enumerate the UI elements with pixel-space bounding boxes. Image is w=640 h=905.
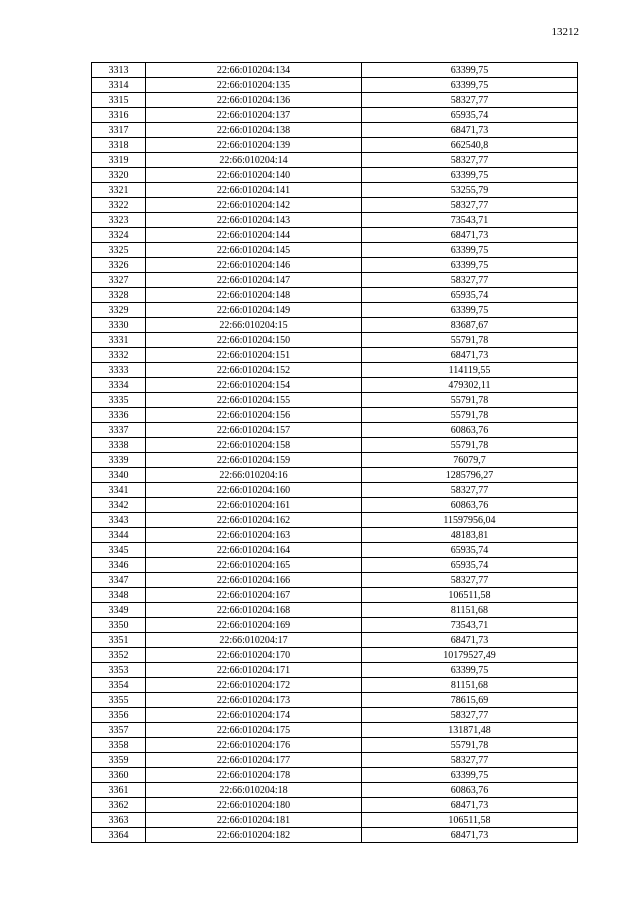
table-row	[92, 393, 578, 408]
table-row	[92, 153, 578, 168]
cadastral-number-cell: 22:66:010204:168	[146, 603, 362, 618]
value-cell: 55791,78	[362, 333, 578, 348]
cadastral-number-cell: 22:66:010204:159	[146, 453, 362, 468]
row-number-cell: 3361	[92, 783, 146, 798]
cadastral-number-cell: 22:66:010204:160	[146, 483, 362, 498]
cadastral-number-cell: 22:66:010204:171	[146, 663, 362, 678]
table-row	[92, 723, 578, 738]
cadastral-number-cell: 22:66:010204:148	[146, 288, 362, 303]
row-number-cell: 3364	[92, 828, 146, 843]
table-row	[92, 348, 578, 363]
cadastral-number-cell: 22:66:010204:17	[146, 633, 362, 648]
value-cell: 63399,75	[362, 768, 578, 783]
value-cell: 55791,78	[362, 393, 578, 408]
table-row	[92, 708, 578, 723]
table-row	[92, 378, 578, 393]
cadastral-number-cell: 22:66:010204:169	[146, 618, 362, 633]
row-number-cell: 3316	[92, 108, 146, 123]
table-row	[92, 468, 578, 483]
value-cell: 58327,77	[362, 198, 578, 213]
page-number: 13212	[551, 26, 579, 38]
table-row	[92, 138, 578, 153]
table-row	[92, 663, 578, 678]
cadastral-number-cell: 22:66:010204:141	[146, 183, 362, 198]
table-row	[92, 753, 578, 768]
cadastral-number-cell: 22:66:010204:151	[146, 348, 362, 363]
value-cell: 83687,67	[362, 318, 578, 333]
cadastral-number-cell: 22:66:010204:144	[146, 228, 362, 243]
row-number-cell: 3344	[92, 528, 146, 543]
row-number-cell: 3359	[92, 753, 146, 768]
value-cell: 106511,58	[362, 588, 578, 603]
table-row	[92, 108, 578, 123]
value-cell: 1285796,27	[362, 468, 578, 483]
row-number-cell: 3337	[92, 423, 146, 438]
cadastral-number-cell: 22:66:010204:163	[146, 528, 362, 543]
table-row	[92, 198, 578, 213]
value-cell: 55791,78	[362, 408, 578, 423]
table-row	[92, 513, 578, 528]
value-cell: 55791,78	[362, 438, 578, 453]
table-row	[92, 423, 578, 438]
value-cell: 131871,48	[362, 723, 578, 738]
row-number-cell: 3336	[92, 408, 146, 423]
cadastral-number-cell: 22:66:010204:139	[146, 138, 362, 153]
cadastral-number-cell: 22:66:010204:150	[146, 333, 362, 348]
cadastral-number-cell: 22:66:010204:146	[146, 258, 362, 273]
value-cell: 81151,68	[362, 603, 578, 618]
table-row	[92, 828, 578, 843]
row-number-cell: 3324	[92, 228, 146, 243]
cadastral-number-cell: 22:66:010204:152	[146, 363, 362, 378]
cadastral-number-cell: 22:66:010204:177	[146, 753, 362, 768]
table-row	[92, 333, 578, 348]
row-number-cell: 3319	[92, 153, 146, 168]
value-cell: 63399,75	[362, 258, 578, 273]
value-cell: 60863,76	[362, 423, 578, 438]
cadastral-number-cell: 22:66:010204:161	[146, 498, 362, 513]
value-cell: 53255,79	[362, 183, 578, 198]
cadastral-number-cell: 22:66:010204:147	[146, 273, 362, 288]
cadastral-number-cell: 22:66:010204:182	[146, 828, 362, 843]
cadastral-number-cell: 22:66:010204:165	[146, 558, 362, 573]
row-number-cell: 3333	[92, 363, 146, 378]
cadastral-number-cell: 22:66:010204:174	[146, 708, 362, 723]
row-number-cell: 3318	[92, 138, 146, 153]
table-row	[92, 438, 578, 453]
row-number-cell: 3356	[92, 708, 146, 723]
table-row	[92, 738, 578, 753]
row-number-cell: 3345	[92, 543, 146, 558]
row-number-cell: 3346	[92, 558, 146, 573]
registry-table-body	[92, 63, 578, 843]
row-number-cell: 3339	[92, 453, 146, 468]
row-number-cell: 3321	[92, 183, 146, 198]
row-number-cell: 3363	[92, 813, 146, 828]
cadastral-number-cell: 22:66:010204:180	[146, 798, 362, 813]
cadastral-number-cell: 22:66:010204:135	[146, 78, 362, 93]
value-cell: 11597956,04	[362, 513, 578, 528]
row-number-cell: 3313	[92, 63, 146, 78]
cadastral-number-cell: 22:66:010204:181	[146, 813, 362, 828]
table-row	[92, 588, 578, 603]
table-row	[92, 78, 578, 93]
value-cell: 68471,73	[362, 123, 578, 138]
row-number-cell: 3323	[92, 213, 146, 228]
value-cell: 58327,77	[362, 483, 578, 498]
row-number-cell: 3350	[92, 618, 146, 633]
value-cell: 73543,71	[362, 618, 578, 633]
row-number-cell: 3348	[92, 588, 146, 603]
cadastral-number-cell: 22:66:010204:16	[146, 468, 362, 483]
value-cell: 68471,73	[362, 633, 578, 648]
value-cell: 65935,74	[362, 108, 578, 123]
table-row	[92, 453, 578, 468]
table-row	[92, 288, 578, 303]
table-row	[92, 633, 578, 648]
value-cell: 58327,77	[362, 153, 578, 168]
value-cell: 10179527,49	[362, 648, 578, 663]
table-row	[92, 123, 578, 138]
row-number-cell: 3322	[92, 198, 146, 213]
cadastral-number-cell: 22:66:010204:178	[146, 768, 362, 783]
value-cell: 63399,75	[362, 78, 578, 93]
cadastral-number-cell: 22:66:010204:134	[146, 63, 362, 78]
row-number-cell: 3335	[92, 393, 146, 408]
row-number-cell: 3332	[92, 348, 146, 363]
value-cell: 58327,77	[362, 753, 578, 768]
value-cell: 63399,75	[362, 168, 578, 183]
row-number-cell: 3341	[92, 483, 146, 498]
row-number-cell: 3315	[92, 93, 146, 108]
row-number-cell: 3331	[92, 333, 146, 348]
table-row	[92, 258, 578, 273]
cadastral-number-cell: 22:66:010204:138	[146, 123, 362, 138]
value-cell: 58327,77	[362, 273, 578, 288]
table-row	[92, 213, 578, 228]
value-cell: 479302,11	[362, 378, 578, 393]
value-cell: 63399,75	[362, 663, 578, 678]
value-cell: 106511,58	[362, 813, 578, 828]
cadastral-number-cell: 22:66:010204:157	[146, 423, 362, 438]
value-cell: 76079,7	[362, 453, 578, 468]
table-row	[92, 768, 578, 783]
row-number-cell: 3334	[92, 378, 146, 393]
table-row	[92, 318, 578, 333]
value-cell: 48183,81	[362, 528, 578, 543]
value-cell: 58327,77	[362, 573, 578, 588]
table-row	[92, 798, 578, 813]
table-row	[92, 678, 578, 693]
cadastral-number-cell: 22:66:010204:18	[146, 783, 362, 798]
value-cell: 81151,68	[362, 678, 578, 693]
cadastral-number-cell: 22:66:010204:155	[146, 393, 362, 408]
table-row	[92, 498, 578, 513]
value-cell: 78615,69	[362, 693, 578, 708]
table-row	[92, 573, 578, 588]
cadastral-number-cell: 22:66:010204:149	[146, 303, 362, 318]
cadastral-number-cell: 22:66:010204:156	[146, 408, 362, 423]
table-row	[92, 603, 578, 618]
cadastral-number-cell: 22:66:010204:175	[146, 723, 362, 738]
table-row	[92, 648, 578, 663]
row-number-cell: 3352	[92, 648, 146, 663]
row-number-cell: 3362	[92, 798, 146, 813]
table-row	[92, 543, 578, 558]
row-number-cell: 3314	[92, 78, 146, 93]
row-number-cell: 3353	[92, 663, 146, 678]
row-number-cell: 3327	[92, 273, 146, 288]
registry-table	[91, 62, 578, 843]
row-number-cell: 3342	[92, 498, 146, 513]
value-cell: 65935,74	[362, 543, 578, 558]
table-row	[92, 183, 578, 198]
row-number-cell: 3328	[92, 288, 146, 303]
cadastral-number-cell: 22:66:010204:173	[146, 693, 362, 708]
table-row	[92, 693, 578, 708]
cadastral-number-cell: 22:66:010204:15	[146, 318, 362, 333]
cadastral-number-cell: 22:66:010204:143	[146, 213, 362, 228]
table-row	[92, 303, 578, 318]
cadastral-number-cell: 22:66:010204:162	[146, 513, 362, 528]
cadastral-number-cell: 22:66:010204:170	[146, 648, 362, 663]
row-number-cell: 3358	[92, 738, 146, 753]
cadastral-number-cell: 22:66:010204:140	[146, 168, 362, 183]
row-number-cell: 3343	[92, 513, 146, 528]
value-cell: 68471,73	[362, 828, 578, 843]
cadastral-number-cell: 22:66:010204:176	[146, 738, 362, 753]
table-row	[92, 408, 578, 423]
table-row	[92, 363, 578, 378]
cadastral-number-cell: 22:66:010204:137	[146, 108, 362, 123]
row-number-cell: 3317	[92, 123, 146, 138]
value-cell: 68471,73	[362, 348, 578, 363]
cadastral-number-cell: 22:66:010204:164	[146, 543, 362, 558]
value-cell: 68471,73	[362, 798, 578, 813]
row-number-cell: 3338	[92, 438, 146, 453]
row-number-cell: 3330	[92, 318, 146, 333]
value-cell: 55791,78	[362, 738, 578, 753]
value-cell: 68471,73	[362, 228, 578, 243]
row-number-cell: 3360	[92, 768, 146, 783]
value-cell: 63399,75	[362, 303, 578, 318]
table-row	[92, 618, 578, 633]
cadastral-number-cell: 22:66:010204:154	[146, 378, 362, 393]
row-number-cell: 3357	[92, 723, 146, 738]
value-cell: 65935,74	[362, 558, 578, 573]
table-row	[92, 483, 578, 498]
cadastral-number-cell: 22:66:010204:136	[146, 93, 362, 108]
cadastral-number-cell: 22:66:010204:158	[146, 438, 362, 453]
table-row	[92, 93, 578, 108]
value-cell: 114119,55	[362, 363, 578, 378]
table-row	[92, 783, 578, 798]
value-cell: 63399,75	[362, 243, 578, 258]
row-number-cell: 3329	[92, 303, 146, 318]
table-row	[92, 528, 578, 543]
row-number-cell: 3355	[92, 693, 146, 708]
value-cell: 662540,8	[362, 138, 578, 153]
row-number-cell: 3354	[92, 678, 146, 693]
table-row	[92, 273, 578, 288]
table-row	[92, 63, 578, 78]
row-number-cell: 3351	[92, 633, 146, 648]
value-cell: 63399,75	[362, 63, 578, 78]
row-number-cell: 3349	[92, 603, 146, 618]
cadastral-number-cell: 22:66:010204:172	[146, 678, 362, 693]
value-cell: 73543,71	[362, 213, 578, 228]
table-row	[92, 813, 578, 828]
table-row	[92, 243, 578, 258]
cadastral-number-cell: 22:66:010204:145	[146, 243, 362, 258]
value-cell: 65935,74	[362, 288, 578, 303]
value-cell: 60863,76	[362, 498, 578, 513]
table-row	[92, 228, 578, 243]
row-number-cell: 3325	[92, 243, 146, 258]
row-number-cell: 3347	[92, 573, 146, 588]
row-number-cell: 3326	[92, 258, 146, 273]
table-row	[92, 558, 578, 573]
cadastral-number-cell: 22:66:010204:166	[146, 573, 362, 588]
value-cell: 58327,77	[362, 93, 578, 108]
row-number-cell: 3340	[92, 468, 146, 483]
value-cell: 60863,76	[362, 783, 578, 798]
cadastral-number-cell: 22:66:010204:167	[146, 588, 362, 603]
row-number-cell: 3320	[92, 168, 146, 183]
table-row	[92, 168, 578, 183]
value-cell: 58327,77	[362, 708, 578, 723]
cadastral-number-cell: 22:66:010204:14	[146, 153, 362, 168]
cadastral-number-cell: 22:66:010204:142	[146, 198, 362, 213]
